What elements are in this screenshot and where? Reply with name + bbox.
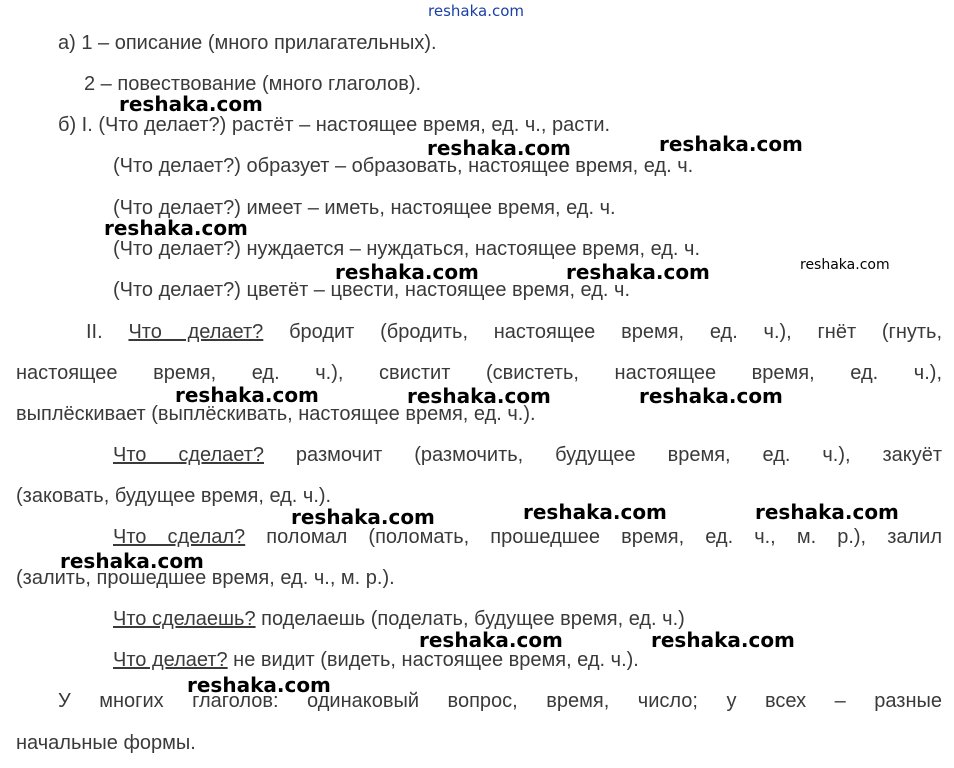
site-watermark-top: reshaka.com xyxy=(428,2,524,20)
watermark: reshaka.com xyxy=(187,673,331,697)
line-b5: (Что делает?) цветёт – цвести, настоящее время, ед. ч. xyxy=(113,279,631,301)
paragraph-4-line-1 xyxy=(113,607,685,631)
watermark: reshaka.com xyxy=(427,136,571,160)
watermark: reshaka.com xyxy=(639,384,783,408)
watermark: reshaka.com xyxy=(659,132,803,156)
watermark: reshaka.com xyxy=(119,92,263,116)
line-b1: б) I. (Что делает?) растёт – настоящее время, ед. ч., расти. xyxy=(58,114,611,136)
watermark: reshaka.com xyxy=(755,500,899,524)
question-what-will-you-do: Что сделаешь? xyxy=(113,608,256,630)
watermark: reshaka.com xyxy=(335,260,479,284)
line-a2: 2 – повествование (много глаголов). xyxy=(84,73,422,95)
watermark: reshaka.com xyxy=(566,260,710,284)
paragraph-3-text: поломал (поломать, прошедшее время, ед. ч., м. р.), залил xyxy=(266,526,942,548)
watermark: reshaka.com xyxy=(60,549,204,573)
paragraph-1-line-2: настоящее время, ед. ч.), свистит (свистеть, настоящее время, ед. ч.), xyxy=(16,362,942,384)
paragraph-2-text: размочит (размочить, будущее время, ед. ч.), закуёт xyxy=(295,444,942,466)
paragraph-2-line-2: (заковать, будущее время, ед. ч.). xyxy=(16,485,332,507)
line-b4: (Что делает?) нуждается – нуждаться, настоящее время, ед. ч. xyxy=(113,238,701,260)
line-b2: (Что делает?) образует – образовать, настоящее время, ед. ч. xyxy=(113,155,694,177)
watermark: reshaka.com xyxy=(407,384,551,408)
watermark: reshaka.com xyxy=(175,383,319,407)
watermark: reshaka.com xyxy=(419,628,563,652)
paragraph-3-line-2: (залить, прошедшее время, ед. ч., м. р.). xyxy=(16,567,395,589)
line-a1: а) 1 – описание (много прилагательных). xyxy=(58,32,437,54)
question-what-will-do: Что сделает? xyxy=(113,444,264,466)
conclusion-line-2: начальные формы. xyxy=(16,732,196,754)
watermark: reshaka.com xyxy=(291,505,435,529)
watermark: reshaka.com xyxy=(651,628,795,652)
watermark: reshaka.com xyxy=(800,257,890,273)
paragraph-1-line-3: выплёскивает (выплёскивать, настоящее время, ед. ч.). xyxy=(16,403,536,425)
watermark: reshaka.com xyxy=(523,500,667,524)
line-b3: (Что делает?) имеет – иметь, настоящее время, ед. ч. xyxy=(113,197,616,219)
conclusion-line-1: У многих глаголов: одинаковый вопрос, время, число; у всех – разные xyxy=(58,690,942,712)
watermark: reshaka.com xyxy=(104,216,248,240)
paragraph-5-text: не видит (видеть, настоящее время, ед. ч.). xyxy=(233,649,639,671)
paragraph-4-text: поделаешь (поделать, будущее время, ед. ч.) xyxy=(261,608,685,630)
paragraph-3-line-1 xyxy=(113,525,942,549)
paragraph-1-text: бродит (бродить, настоящее время, ед. ч.), гнёт (гнуть, xyxy=(289,321,942,343)
question-what-did: Что сделал? xyxy=(113,526,246,548)
question-what-does-2: Что делает? xyxy=(113,649,228,671)
roman-label: II. xyxy=(86,321,103,343)
paragraph-1-line-1 xyxy=(86,320,942,344)
paragraph-2-line-1 xyxy=(113,443,942,467)
question-what-does: Что делает? xyxy=(128,321,264,343)
